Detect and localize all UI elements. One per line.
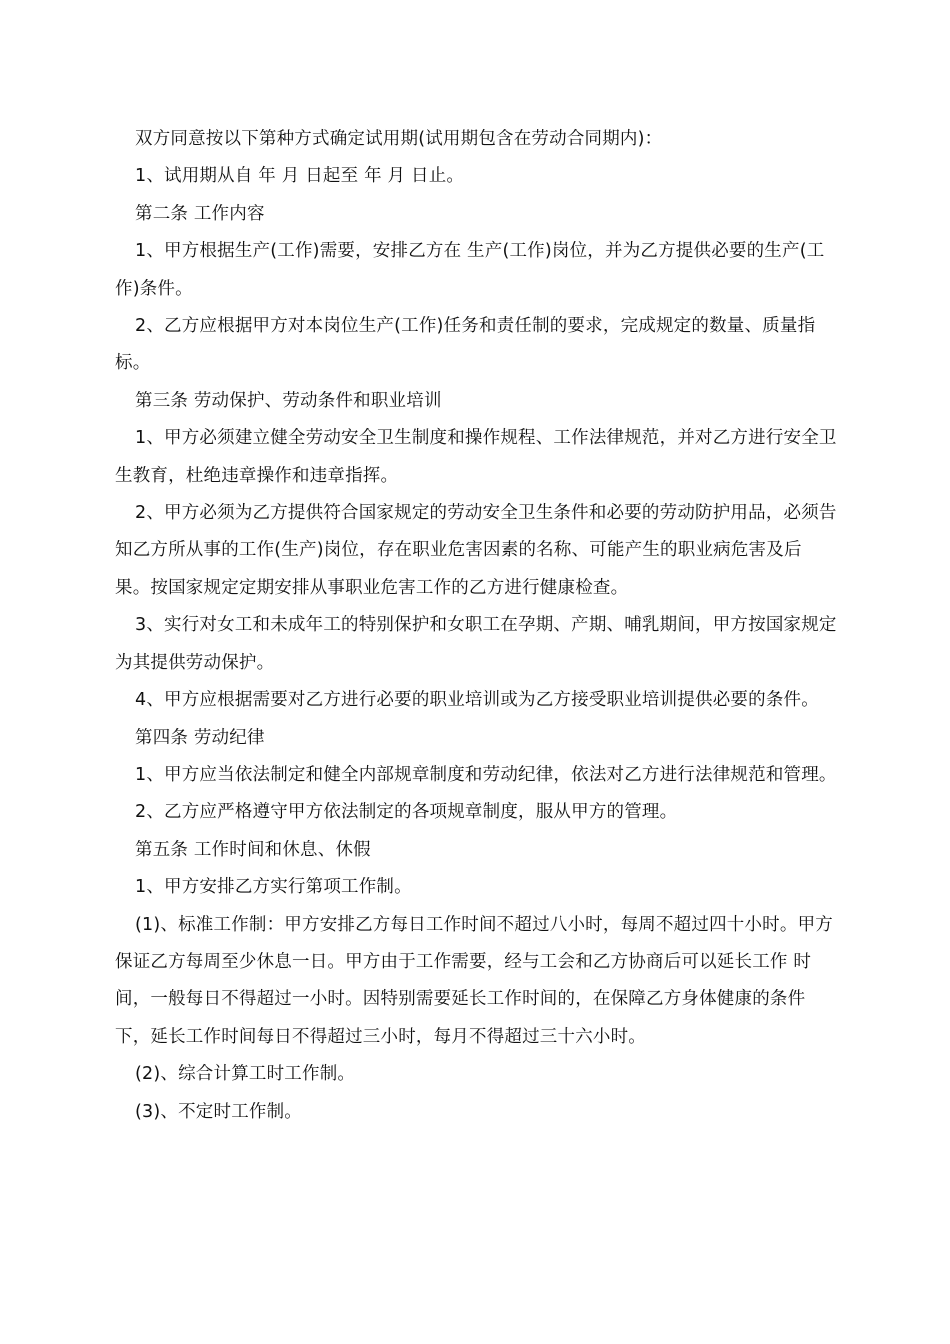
paragraph-probation-period: 1、试用期从自 年 月 日起至 年 月 日止。 (135, 166, 465, 187)
paragraph-article-3-item-3: 3、实行对女工和未成年工的特别保护和女职工在孕期、产期、哺乳期间，甲方按国家规定为其提供劳动保护。 (115, 615, 837, 673)
paragraph-flexible-hours: (3)、不定时工作制。 (135, 1101, 302, 1122)
section-heading-article-4: 第四条 劳动纪律 (135, 727, 265, 748)
document-body (115, 121, 837, 1131)
paragraph-probation-intro: 双方同意按以下第种方式确定试用期(试用期包含在劳动合同期内)： (135, 129, 663, 149)
section-heading-article-5: 第五条 工作时间和休息、休假 (135, 839, 371, 860)
paragraph-comprehensive-hours: (2)、综合计算工时工作制。 (135, 1064, 356, 1085)
paragraph-standard-hours: (1)、标准工作制：甲方安排乙方每日工作时间不超过八小时，每周不超过四十小时。甲方保证乙方每周至少休息一日。甲方由于工作需要，经与工会和乙方协商后可以延长工作 时间，一般每日不得超过一小时。因特别需要延长工作时间的，在保障乙方身体健康的条件下，延长工作时间每日不得超过三小时，每月不得超过三十六小时。 (115, 914, 833, 1047)
section-heading-article-3: 第三条 劳动保护、劳动条件和职业培训 (135, 390, 442, 411)
paragraph-article-3-item-1: 1、甲方必须建立健全劳动安全卫生制度和操作规程、工作法律规范，并对乙方进行安全卫生教育，杜绝违章操作和违章指挥。 (115, 428, 837, 486)
paragraph-article-3-item-4: 4、甲方应根据需要对乙方进行必要的职业培训或为乙方接受职业培训提供必要的条件。 (135, 690, 819, 711)
paragraph-article-2-item-2: 2、乙方应根据甲方对本岗位生产(工作)任务和责任制的要求，完成规定的数量、质量指标。 (115, 316, 816, 374)
paragraph-article-4-item-2: 2、乙方应严格遵守甲方依法制定的各项规章制度，服从甲方的管理。 (135, 802, 678, 823)
paragraph-article-4-item-1: 1、甲方应当依法制定和健全内部规章制度和劳动纪律，依法对乙方进行法律规范和管理。 (135, 764, 837, 785)
section-heading-article-2: 第二条 工作内容 (135, 203, 265, 224)
paragraph-article-3-item-2: 2、甲方必须为乙方提供符合国家规定的劳动安全卫生条件和必要的劳动防护用品，必须告知乙方所从事的工作(生产)岗位，存在职业危害因素的名称、可能产生的职业病危害及后果。按国家规定定期安排从事职业危害工作的乙方进行健康检查。 (115, 503, 837, 598)
paragraph-article-5-item-1: 1、甲方安排乙方实行第项工作制。 (135, 877, 412, 898)
paragraph-article-2-item-1: 1、甲方根据生产(工作)需要，安排乙方在 生产(工作)岗位，并为乙方提供必要的生产(工作)条件。 (115, 241, 825, 299)
